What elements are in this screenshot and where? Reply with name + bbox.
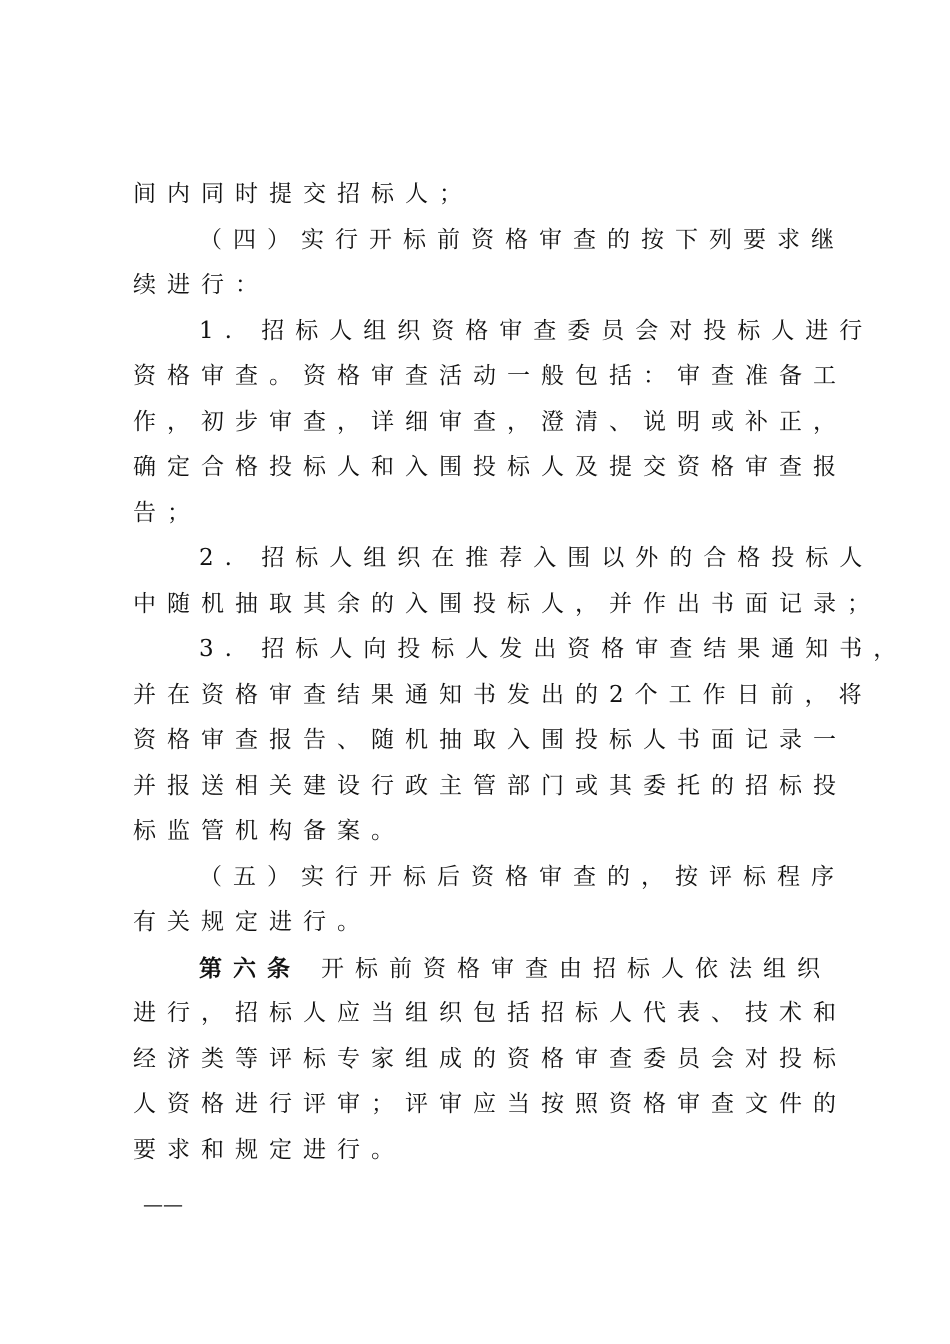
text-line: 并在资格审查结果通知书发出的2个工作日前，将 [133,681,873,708]
text-line: 间内同时提交招标人； [133,181,473,207]
article-line [133,946,831,992]
text-line: 要求和规定进行。 [133,1136,405,1163]
text-line: 续进行： [133,272,269,298]
text-line: 有关规定进行。 [133,909,371,935]
text-line: 中随机抽取其余的入围投标人，并作出书面记录； [133,590,881,617]
body-text [133,172,908,1173]
text-line: 确定合格投标人和入围投标人及提交资格审查报 [133,454,847,480]
text-line: 人资格进行评审；评审应当按照资格审查文件的 [133,1091,847,1117]
text-line: 进行，招标人应当组织包括招标人代表、技术和 [133,1000,847,1026]
text-line: 告； [133,499,201,526]
text-line: （五）实行开标后资格审查的，按评标程序 [199,863,845,890]
page-footer-mark: —— [143,1192,183,1216]
text-line: 标监管机构备案。 [133,818,405,844]
text-line: 3. 招标人向投标人发出资格审查结果通知书， [199,636,908,662]
text-line: 1. 招标人组织资格审查委员会对投标人进行 [199,317,874,344]
text-line: 2. 招标人组织在推荐入围以外的合格投标人 [199,545,874,571]
text-line: 资格审查。资格审查活动一般包括：审查准备工 [133,363,847,389]
text-line: （四）实行开标前资格审查的按下列要求继 [199,226,845,253]
article-heading: 第六条 [199,954,301,982]
text-line: 经济类等评标专家组成的资格审查委员会对投标 [133,1045,847,1072]
text-line: 作，初步审查，详细审查，澄清、说明或补正， [133,408,847,435]
text-line: 资格审查报告、随机抽取入围投标人书面记录一 [133,727,847,753]
article-text: 开标前资格审查由招标人依法组织 [321,955,831,982]
text-line: 并报送相关建设行政主管部门或其委托的招标投 [133,772,847,799]
